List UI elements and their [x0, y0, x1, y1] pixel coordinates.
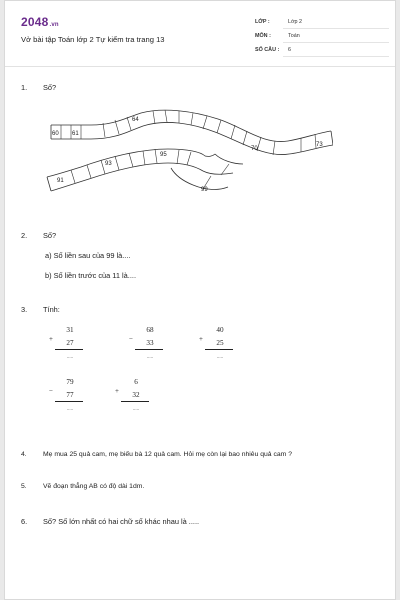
answer-blank[interactable]: .....	[146, 355, 154, 360]
snake-number-70: 70	[251, 146, 258, 152]
document-title: Vở bài tập Toán lớp 2 Tự kiểm tra trang 13	[21, 35, 165, 44]
question-2a: a) Số liền sau của 99 là....	[45, 251, 131, 260]
answer-blank[interactable]: .....	[66, 355, 74, 360]
answer-blank[interactable]: .....	[216, 355, 224, 360]
site-logo[interactable]: 2048.vn	[21, 15, 59, 29]
snake-number-64: 64	[132, 117, 139, 123]
worksheet-page: 2048.vn Vở bài tập Toán lớp 2 Tự kiểm tra trang 13 LỚP : Lớp 2 MÔN : Toán SỐ CÂU : 6 1. Số? 60 61 64 70 73 91 93 95 99 2. Số? a) Số liền sau của 99 là.... b) Số liền trước của 11 là.... 3. Tính: 31 + 27 ..... 68 − 33 ..... 40 + 25 ..... 79 − 77 ..... 6 + 32 ..... 4. Mẹ mua 25 quả cam, mẹ biếu bà 12 quả cam. Hỏi mẹ còn lại bao nhiêu quả cam ? 5. Vẽ đoạn thẳng AB có độ dài 1dm. 6. Số? Số lớn nhất có hai chữ số khác nhau là .....	[4, 0, 396, 600]
answer-blank[interactable]: .....	[66, 407, 74, 412]
snake-number-73: 73	[316, 142, 323, 148]
question-2b: b) Số liền trước của 11 là....	[45, 271, 136, 280]
snake-number-93: 93	[105, 161, 112, 167]
number-snake-diagram	[43, 105, 333, 201]
answer-blank[interactable]: .....	[132, 407, 140, 412]
snake-number-95: 95	[160, 152, 167, 158]
snake-number-60: 60	[52, 131, 59, 137]
snake-number-61: 61	[72, 131, 79, 137]
snake-number-91: 91	[57, 178, 64, 184]
snake-number-99: 99	[201, 187, 208, 193]
page-header: 2048.vn Vở bài tập Toán lớp 2 Tự kiểm tra trang 13 LỚP : Lớp 2 MÔN : Toán SỐ CÂU : 6	[5, 1, 395, 67]
